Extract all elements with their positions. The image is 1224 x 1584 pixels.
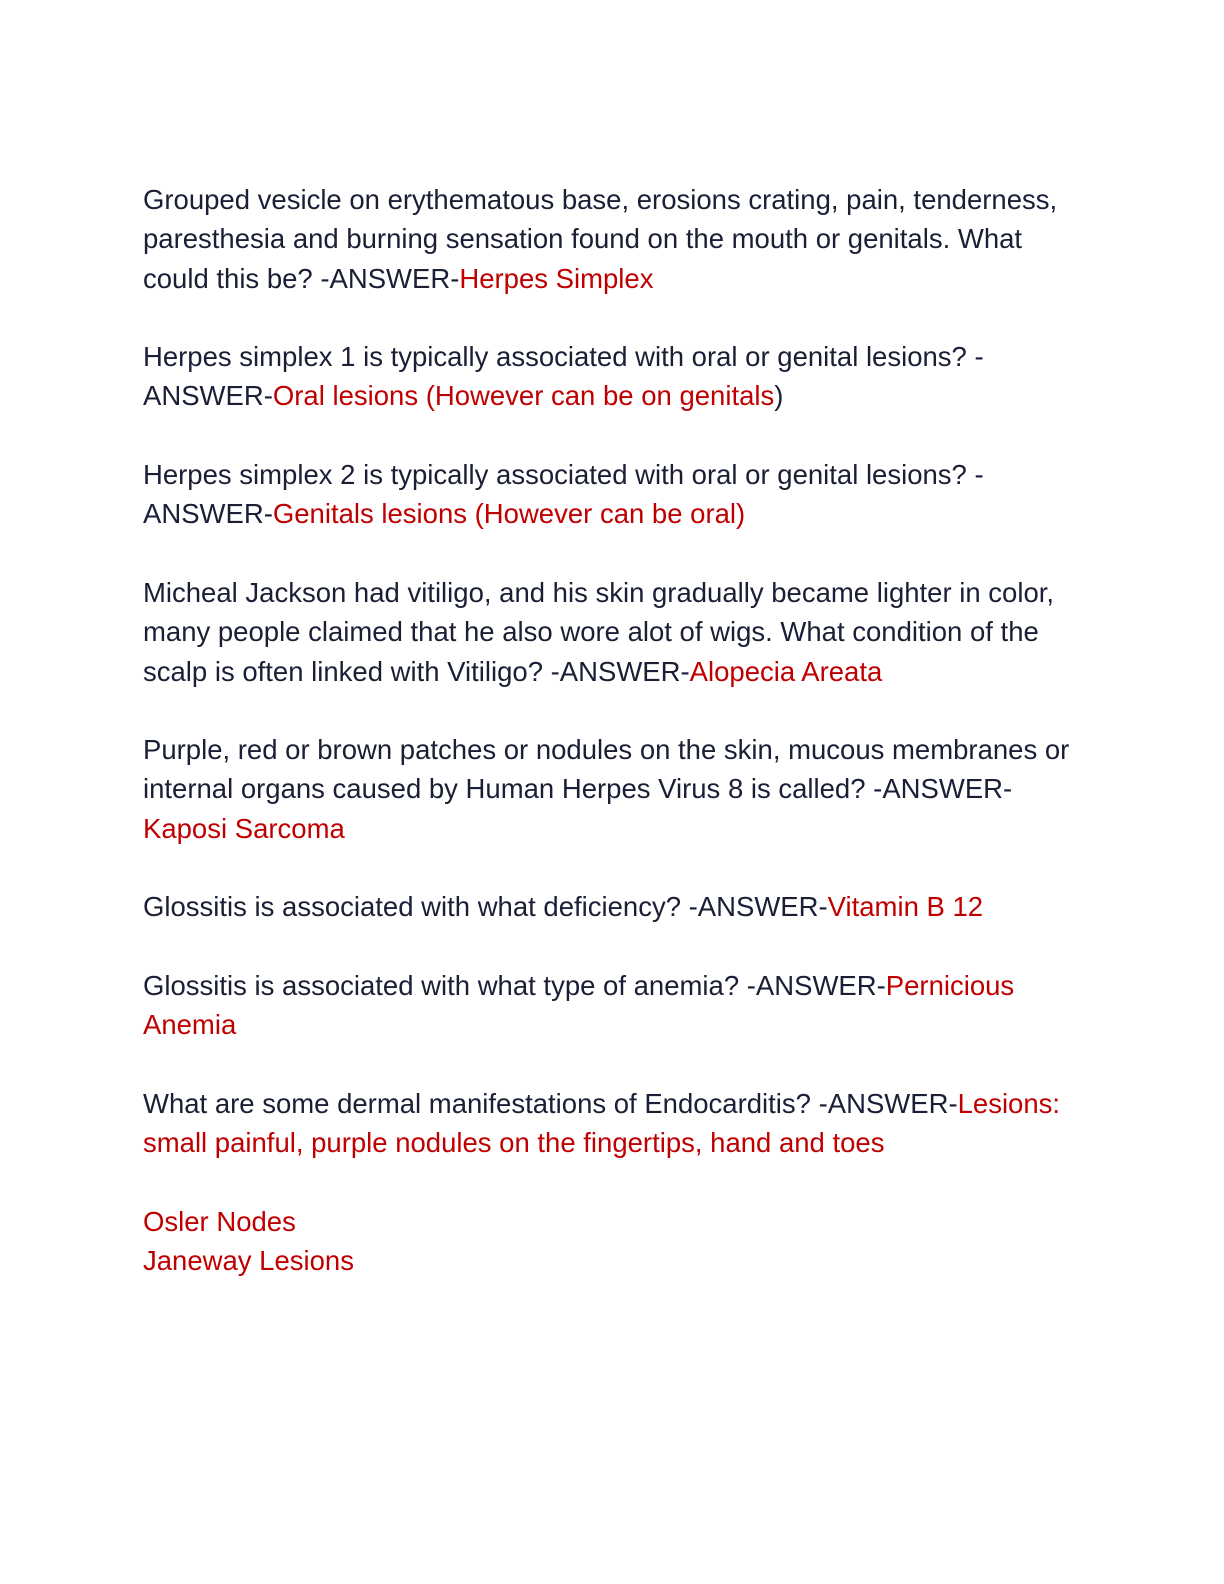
- question-text: Micheal Jackson had vitiligo, and his skin gradually became lighter in color, many people claimed that he also wore alot of wigs. What condition of the scalp is often linked with Vitiligo? -ANSWER-: [143, 576, 1055, 687]
- answer-text: Alopecia Areata: [689, 655, 883, 687]
- answer-text: Vitamin B 12: [827, 891, 984, 923]
- answer-text: Herpes Simplex: [459, 262, 654, 294]
- question-text: Herpes simplex 2 is typically associated with oral or genital lesions? - ANSWER-: [143, 459, 984, 530]
- answer-text: Oral lesions (However can be on genitals: [272, 380, 775, 412]
- answer-suffix: ): [774, 380, 784, 412]
- qa-item: [143, 966, 1083, 1045]
- extra-answer-line: Osler Nodes: [143, 1205, 296, 1237]
- qa-item: [143, 455, 1083, 534]
- document-page: [143, 180, 1083, 1280]
- qa-item: [143, 337, 1083, 416]
- question-text: Glossitis is associated with what deficiency? -ANSWER-: [143, 891, 828, 923]
- answer-text: Lesions: small painful, purple nodules on the fingertips, hand and toes: [143, 1087, 1061, 1159]
- qa-list: [143, 180, 1083, 1162]
- answer-text: Pernicious Anemia: [143, 969, 1015, 1041]
- extra-answers: [143, 1202, 1083, 1281]
- answer-text: Genitals lesions (However can be oral): [272, 498, 746, 530]
- qa-item: [143, 573, 1083, 691]
- answer-text: Kaposi Sarcoma: [143, 812, 345, 844]
- question-text: Herpes simplex 1 is typically associated with oral or genital lesions? - ANSWER-: [143, 341, 984, 412]
- question-text: Glossitis is associated with what type of anemia? -ANSWER-: [143, 969, 886, 1001]
- question-text: What are some dermal manifestations of Endocarditis? -ANSWER-: [143, 1087, 958, 1119]
- qa-item: [143, 180, 1083, 298]
- qa-item: [143, 1084, 1083, 1163]
- extra-answer-line: Janeway Lesions: [143, 1245, 354, 1277]
- question-text: Grouped vesicle on erythematous base, erosions crating, pain, tenderness, paresthesia and burning sensation found on the mouth or genitals. What could this be? -ANSWER-: [143, 184, 1058, 294]
- question-text: Purple, red or brown patches or nodules on the skin, mucous membranes or internal organs caused by Human Herpes Virus 8 is called? -ANSWER-: [143, 734, 1070, 805]
- qa-item: [143, 887, 1083, 926]
- qa-item: [143, 730, 1083, 848]
